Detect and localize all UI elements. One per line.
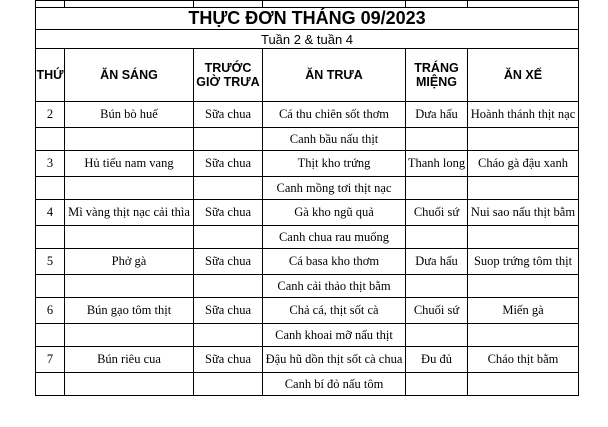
cell-snack: Suop trứng tôm thịt	[468, 249, 579, 275]
table-row	[36, 200, 579, 226]
soup-row	[36, 324, 579, 347]
cell-soup: Canh bí đỏ nấu tôm	[263, 373, 406, 396]
cell-lunch: Cá thu chiên sốt thơm	[263, 102, 406, 128]
header-row	[36, 49, 579, 102]
cell-soup: Canh khoai mỡ nấu thịt	[263, 324, 406, 347]
table-row	[36, 102, 579, 128]
cell-soup: Canh cải thảo thịt bằm	[263, 275, 406, 298]
header-before-lunch-line2: GIỜ TRƯA	[196, 75, 260, 89]
cell-dessert: Dưa hấu	[406, 249, 468, 275]
header-lunch: ĂN TRƯA	[263, 49, 406, 102]
cell-soup: Canh chua rau muống	[263, 226, 406, 249]
cell-before-lunch: Sữa chua	[194, 347, 263, 373]
table-row	[36, 347, 579, 373]
header-breakfast: ĂN SÁNG	[65, 49, 194, 102]
header-before-lunch-line1: TRƯỚC	[204, 61, 252, 75]
table-row	[36, 151, 579, 177]
header-day: THỨ	[36, 49, 65, 102]
cell-dessert: Chuối sứ	[406, 200, 468, 226]
cell-lunch: Gà kho ngũ quả	[263, 200, 406, 226]
table-row	[36, 249, 579, 275]
cell-breakfast: Phở gà	[65, 249, 194, 275]
header-snack: ĂN XẾ	[468, 49, 579, 102]
cell-snack: Cháo thịt bằm	[468, 347, 579, 373]
cell-day: 6	[36, 298, 65, 324]
cell-before-lunch: Sữa chua	[194, 151, 263, 177]
cell-lunch: Đậu hũ dồn thịt sốt cà chua	[263, 347, 406, 373]
cell-dessert: Thanh long	[406, 151, 468, 177]
cell-day: 3	[36, 151, 65, 177]
header-dessert-line1: TRÁNG	[414, 61, 459, 75]
cell-lunch: Chả cá, thịt sốt cà	[263, 298, 406, 324]
cell-dessert: Chuối sứ	[406, 298, 468, 324]
cell-lunch: Cá basa kho thơm	[263, 249, 406, 275]
cell-lunch: Thịt kho trứng	[263, 151, 406, 177]
cell-before-lunch: Sữa chua	[194, 298, 263, 324]
cell-snack: Hoành thánh thịt nạc	[468, 102, 579, 128]
header-dessert	[406, 49, 468, 102]
menu-subtitle: Tuần 2 & tuần 4	[36, 30, 579, 49]
cell-dessert: Dưa hấu	[406, 102, 468, 128]
cell-soup: Canh mồng tơi thịt nạc	[263, 177, 406, 200]
cell-day: 5	[36, 249, 65, 275]
menu-table	[35, 0, 579, 396]
table-row	[36, 298, 579, 324]
title-row	[36, 8, 579, 30]
cell-day: 7	[36, 347, 65, 373]
cell-breakfast: Hủ tiếu nam vang	[65, 151, 194, 177]
cell-snack: Nui sao nấu thịt bằm	[468, 200, 579, 226]
cell-day: 2	[36, 102, 65, 128]
cell-snack: Miến gà	[468, 298, 579, 324]
cell-before-lunch: Sữa chua	[194, 200, 263, 226]
cell-breakfast: Bún gạo tôm thịt	[65, 298, 194, 324]
soup-row	[36, 275, 579, 298]
cell-soup: Canh bầu nấu thịt	[263, 128, 406, 151]
header-dessert-line2: MIỆNG	[416, 75, 457, 89]
soup-row	[36, 226, 579, 249]
header-before-lunch	[194, 49, 263, 102]
cell-before-lunch: Sữa chua	[194, 102, 263, 128]
cell-snack: Cháo gà đậu xanh	[468, 151, 579, 177]
cell-breakfast: Bún bò huế	[65, 102, 194, 128]
cell-breakfast: Mì vàng thịt nạc cải thìa	[65, 200, 194, 226]
menu-title: THỰC ĐƠN THÁNG 09/2023	[36, 8, 579, 30]
cell-day: 4	[36, 200, 65, 226]
soup-row	[36, 128, 579, 151]
cell-before-lunch: Sữa chua	[194, 249, 263, 275]
cell-dessert: Đu đủ	[406, 347, 468, 373]
soup-row	[36, 373, 579, 396]
table-top-stub-row	[36, 1, 579, 8]
soup-row	[36, 177, 579, 200]
subtitle-row	[36, 30, 579, 49]
cell-breakfast: Bún riêu cua	[65, 347, 194, 373]
